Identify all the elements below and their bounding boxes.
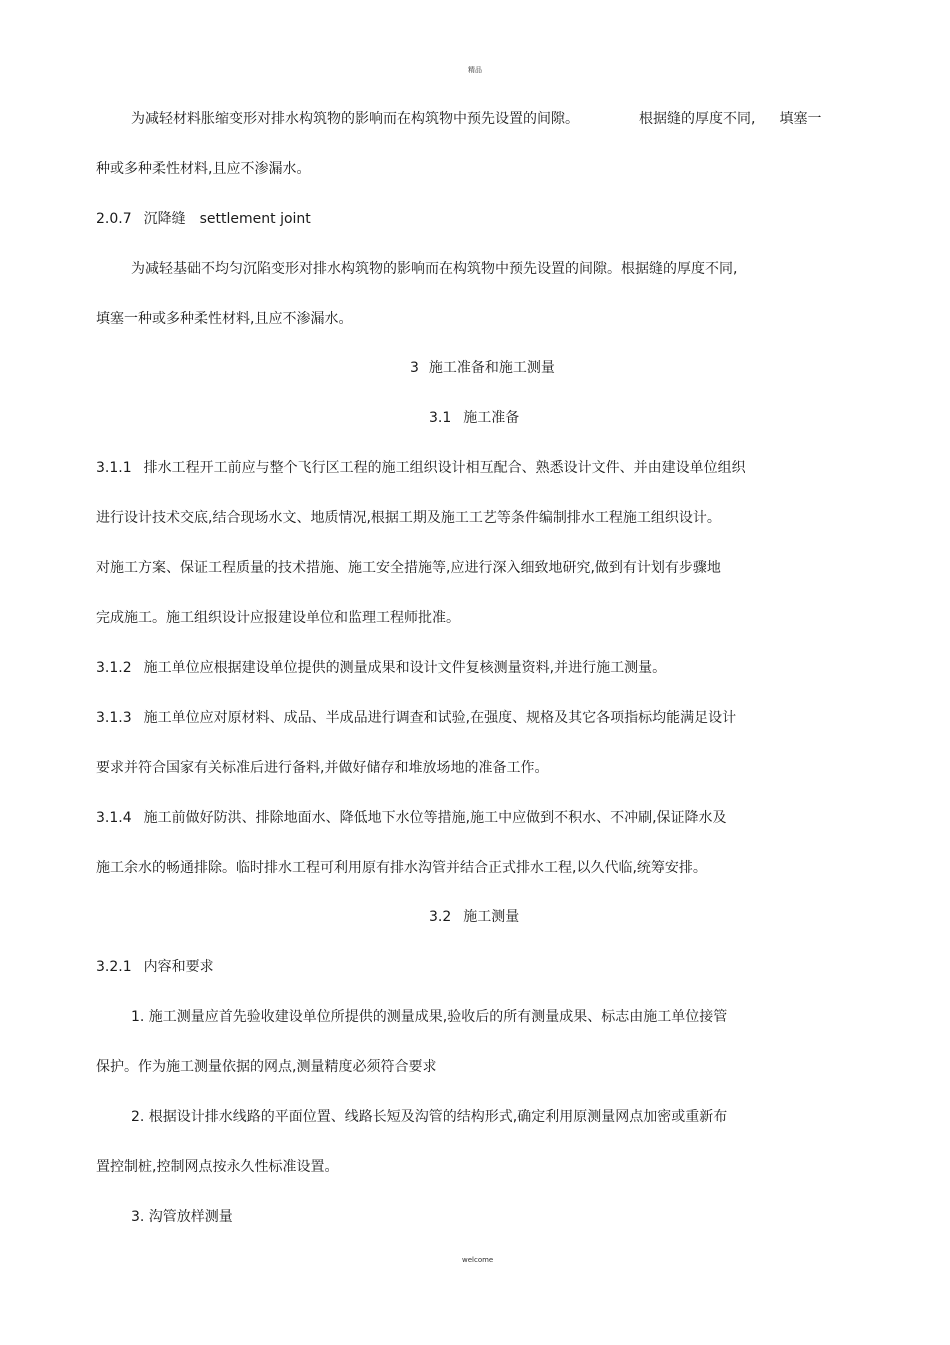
chapter-number: 3: [410, 360, 419, 376]
chapter-title: [410, 359, 555, 377]
section-title: [429, 409, 519, 427]
paragraph-line: 为减轻基础不均匀沉陷变形对排水构筑物的影响而在构筑物中预先设置的间隙。根据缝的厚度不同,: [131, 261, 738, 277]
clause-number: 3.1.2: [96, 660, 132, 676]
clause-number: 3.1.3: [96, 710, 132, 726]
clause-line: [96, 459, 746, 477]
page-header: 精品: [468, 66, 482, 74]
paragraph-line: 进行设计技术交底,结合现场水文、地质情况,根据工期及施工工艺等条件编制排水工程施工组织设计。: [96, 510, 721, 526]
clause-line: [96, 958, 214, 976]
list-item: 1. 施工测量应首先验收建设单位所提供的测量成果,验收后的所有测量成果、标志由施工单位接管: [131, 1009, 728, 1025]
paragraph-line: 填塞一种或多种柔性材料,且应不渗漏水。: [96, 311, 353, 327]
paragraph-line: 完成施工。施工组织设计应报建设单位和监理工程师批准。: [96, 610, 460, 626]
text-segment: 填塞一: [779, 111, 822, 127]
clause-text: 施工单位应对原材料、成品、半成品进行调查和试验,在强度、规格及其它各项指标均能满足设计: [143, 710, 737, 726]
section-title: [429, 908, 519, 926]
paragraph-line: 保护。作为施工测量依据的网点,测量精度必须符合要求: [96, 1059, 437, 1075]
clause-text: 排水工程开工前应与整个飞行区工程的施工组织设计相互配合、熟悉设计文件、并由建设单位组织: [143, 460, 746, 476]
paragraph-line: 置控制桩,控制网点按永久性标准设置。: [96, 1159, 339, 1175]
paragraph-line: [131, 110, 821, 128]
chapter-title-text: 施工准备和施工测量: [428, 360, 555, 376]
paragraph-line: 对施工方案、保证工程质量的技术措施、施工安全措施等,应进行深入细致地研究,做到有计划有步骤地: [96, 560, 721, 576]
clause-number: 2.0.7: [96, 211, 132, 227]
list-item: 2. 根据设计排水线路的平面位置、线路长短及沟管的结构形式,确定利用原测量网点加密或重新布: [131, 1109, 728, 1125]
clause-line: [96, 809, 727, 827]
list-item: 3. 沟管放样测量: [131, 1209, 233, 1225]
clause-text: 施工单位应根据建设单位提供的测量成果和设计文件复核测量资料,并进行施工测量。: [143, 660, 667, 676]
paragraph-line: 要求并符合国家有关标准后进行备料,并做好储存和堆放场地的准备工作。: [96, 760, 549, 776]
section-title-text: 施工准备: [463, 410, 520, 426]
paragraph-line: 施工余水的畅通排除。临时排水工程可利用原有排水沟管并结合正式排水工程,以久代临,统筹安排。: [96, 860, 707, 876]
clause-line: [96, 659, 666, 677]
term-chinese: 沉降缝: [143, 211, 186, 227]
clause-line: [96, 709, 736, 727]
clause-number: 3.1.1: [96, 460, 132, 476]
page-footer: welcome: [462, 1256, 494, 1264]
paragraph-line: 种或多种柔性材料,且应不渗漏水。: [96, 161, 311, 177]
clause-text: 内容和要求: [143, 959, 214, 975]
clause-number: 3.2.1: [96, 959, 132, 975]
section-number: 3.1: [429, 410, 452, 426]
term-heading: [96, 210, 311, 228]
clause-number: 3.1.4: [96, 810, 132, 826]
section-title-text: 施工测量: [463, 909, 520, 925]
clause-text: 施工前做好防洪、排除地面水、降低地下水位等措施,施工中应做到不积水、不冲刷,保证降水及: [143, 810, 727, 826]
text-segment: 为减轻材料胀缩变形对排水构筑物的影响而在构筑物中预先设置的间隙。: [131, 111, 579, 127]
section-number: 3.2: [429, 909, 452, 925]
term-english: settlement joint: [199, 211, 311, 227]
text-segment: 根据缝的厚度不同,: [639, 111, 756, 127]
